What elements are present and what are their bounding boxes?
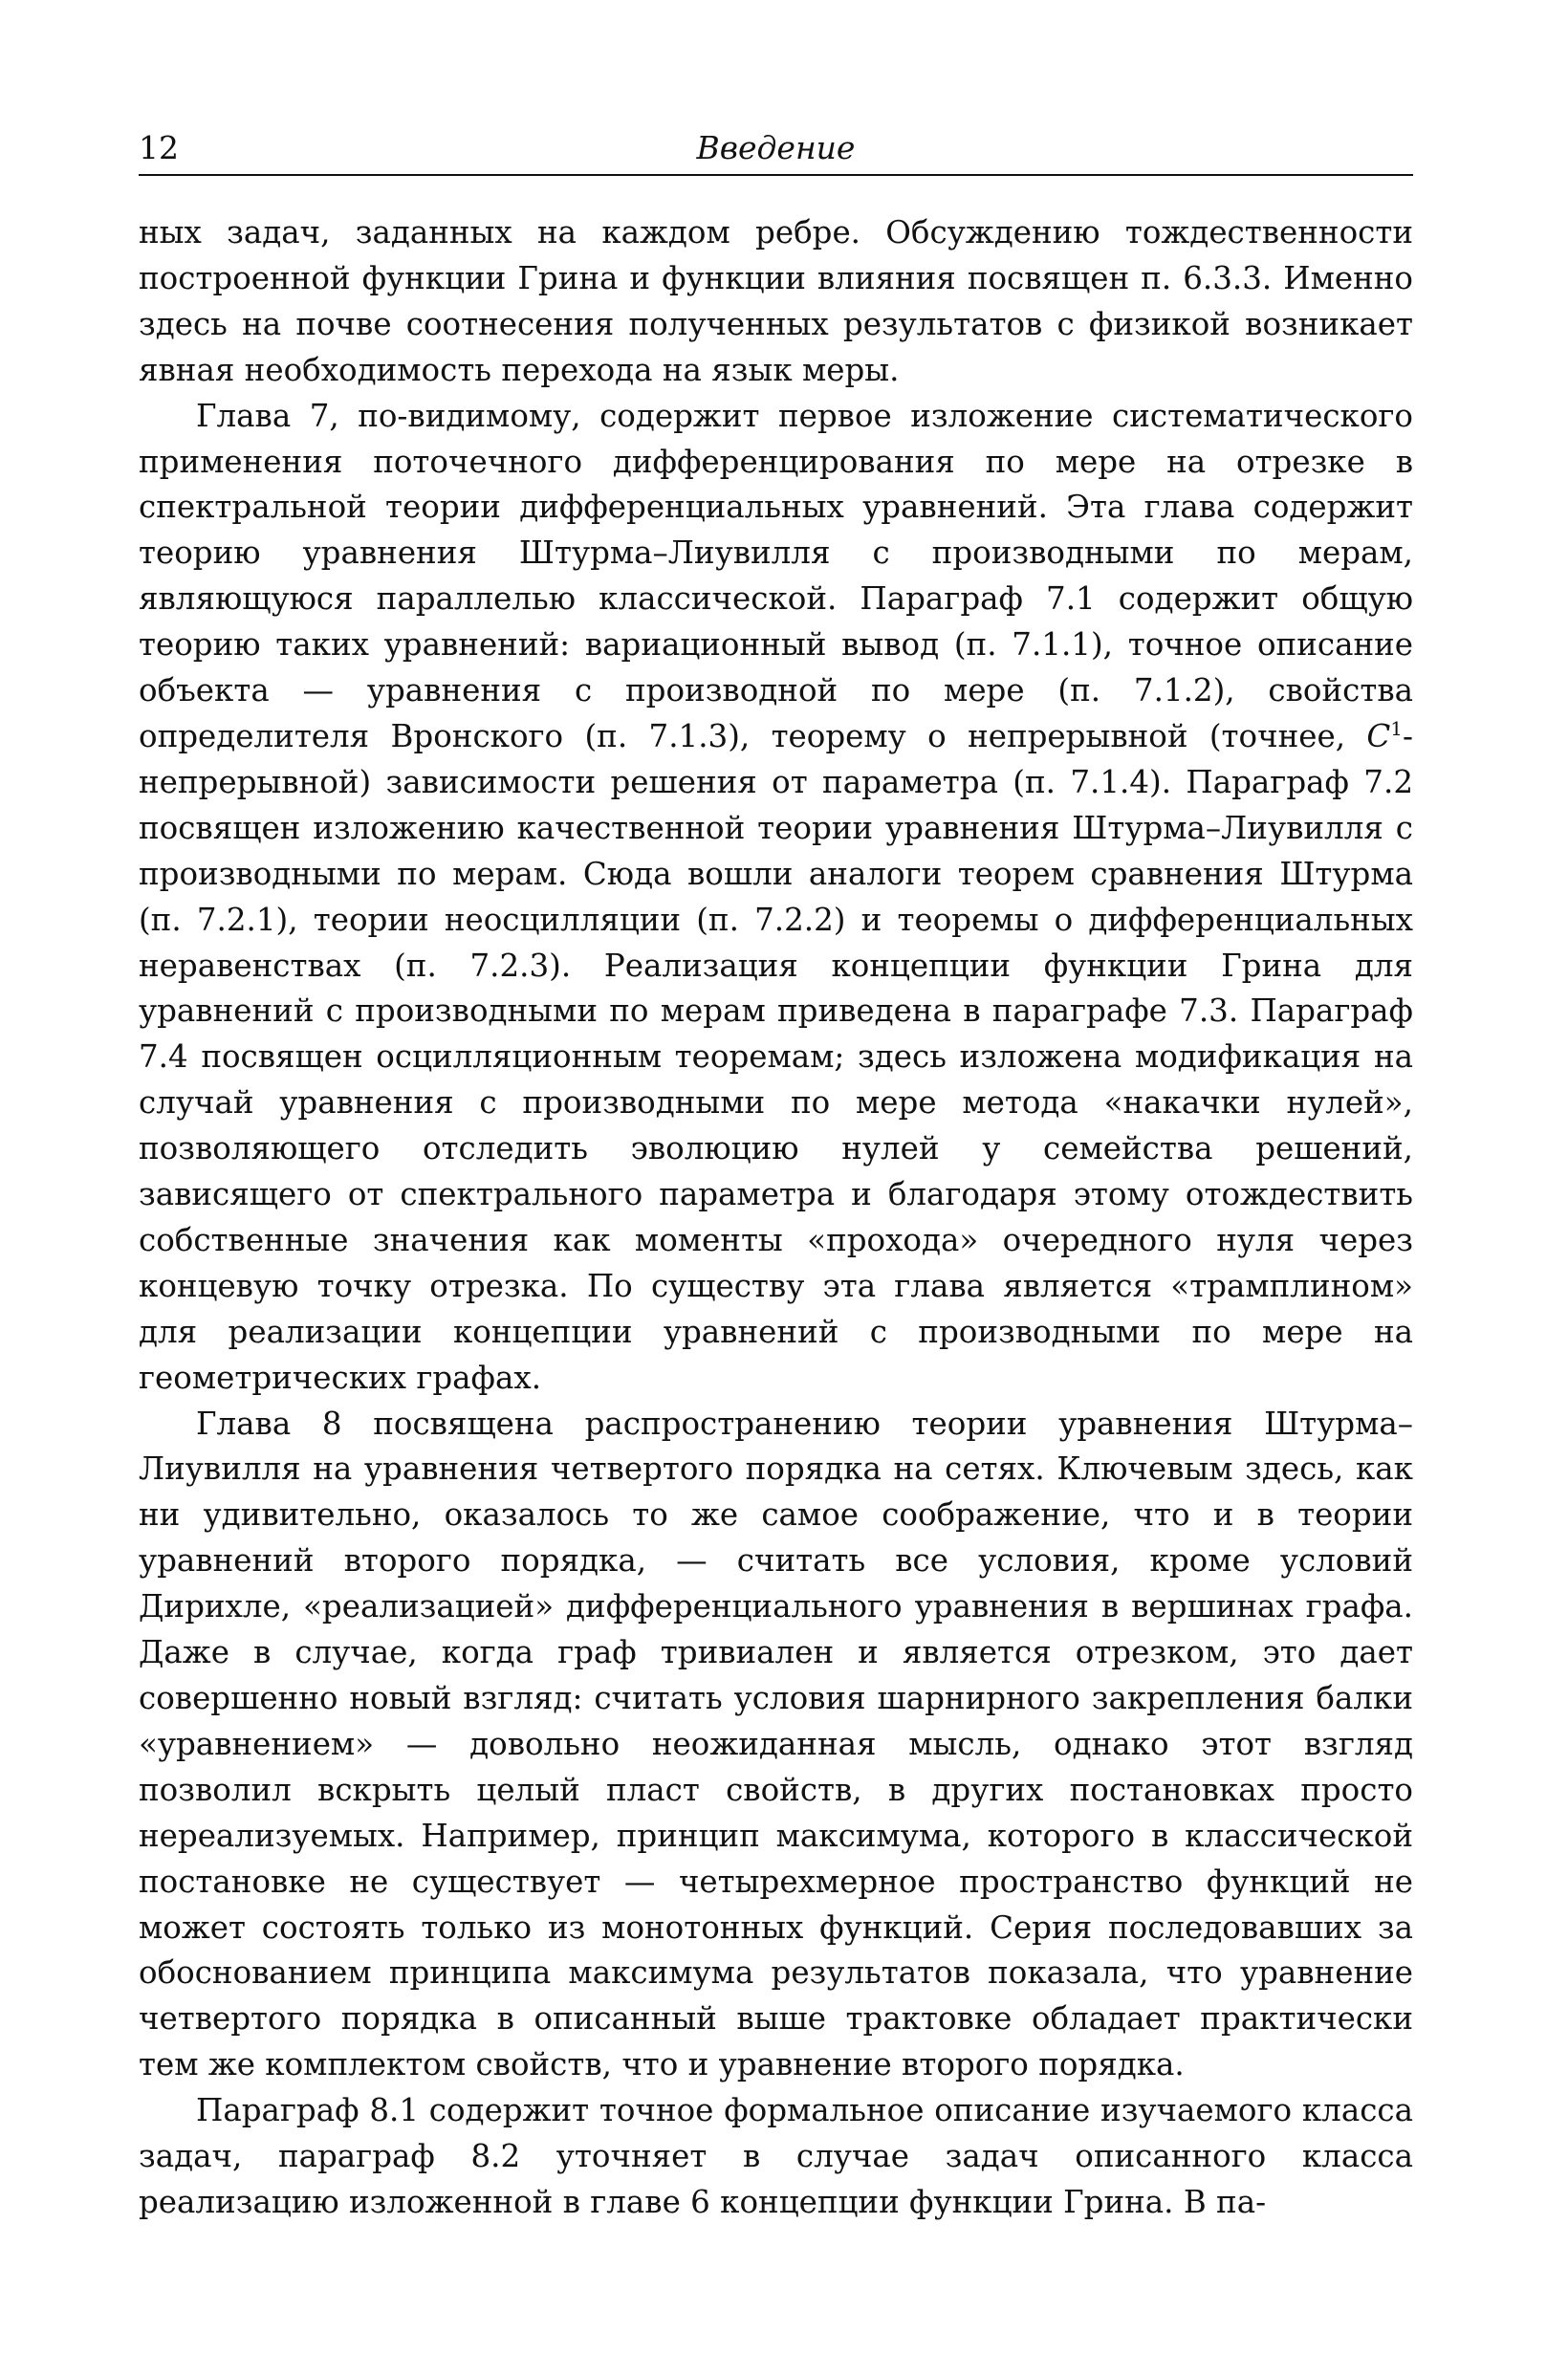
page-header: [139, 129, 1413, 177]
paragraph-1: ных задач, заданных на каждом ребре. Обсуждению тождественности построенной функции Грина и функции влияния посвящен п. 6.3.3. Именно здесь на почве соотнесения полученных результатов с физикой возникает явная необходимость перехода на язык меры.: [139, 214, 1413, 388]
body-text: [139, 210, 1413, 2226]
math-variable-c: C: [1366, 717, 1391, 754]
page-number: 12: [139, 129, 179, 166]
paragraph-2: [139, 394, 1413, 1402]
paragraph-3: Глава 8 посвящена распространению теории уравнения Штурма–Лиувилля на уравнения четвертого порядка на сетях. Ключевым здесь, как ни удивительно, оказалось то же самое соображение, что и в теории уравнений второго порядка, — считать все условия, кроме условий Дирихле, «реализацией» дифференциального уравнения в вершинах графа. Даже в случае, когда граф тривиален и является отрезком, это дает совершенно новый взгляд: считать условия шарнирного закрепления балки «уравнением» — довольно неожиданная мысль, однако этот взгляд позволил вскрыть целый пласт свойств, в других постановках просто нереализуемых. Например, принцип максимума, которого в классической постановке не существует — четырехмерное пространство функций не может состоять только из монотонных функций. Серия последовавших за обоснованием принципа максимума результатов показала, что уравнение четвертого порядка в описанный выше трактовке обладает практически тем же комплектом свойств, что и уравнение второго порядка.: [139, 1405, 1413, 2083]
paragraph-2-part-1: Глава 7, по-видимому, содержит первое изложение систематического применения поточечного дифференцирования по мере на отрезке в спектральной теории дифференциальных уравнений. Эта глава содержит теорию уравнения Штурма–Лиувилля с производными по мерам, являющуюся параллелью классической. Параграф 7.1 содержит общую теорию таких уравнений: вариационный вывод (п. 7.1.1), точное описание объекта — уравнения с производной по мере (п. 7.1.2), свойства определителя Вронского (п. 7.1.3), теорему о непрерывной (точнее,: [139, 397, 1413, 754]
math-superscript: 1: [1390, 716, 1404, 740]
paragraph-4: Параграф 8.1 содержит точное формальное описание изучаемого класса задач, параграф 8.2 уточняет в случае задач описанного класса реализацию изложенной в главе 6 концепции функции Грина. В па-: [139, 2092, 1413, 2220]
paragraph-2-part-2: -непрерывной) зависимости решения от параметра (п. 7.1.4). Параграф 7.2 посвящен изложению качественной теории уравнения Штурма–Лиувилля с производными по мерам. Сюда вошли аналоги теорем сравнения Штурма (п. 7.2.1), теории неосцилляции (п. 7.2.2) и теоремы о дифференциальных неравенствах (п. 7.2.3). Реализация концепции функции Грина для уравнений с производными по мерам приведена в параграфе 7.3. Параграф 7.4 посвящен осцилляционным теоремам; здесь изложена модификация на случай уравнения с производными по мере метода «накачки нулей», позволяющего отследить эволюцию нулей у семейства решений, зависящего от спектрального параметра и благодаря этому отождествить собственные значения как моменты «прохода» очередного нуля через концевую точку отрезка. По существу эта глава является «трамплином» для реализации концепции уравнений с производными по мере на геометрических графах.: [139, 717, 1413, 1396]
header-rule: [139, 174, 1413, 176]
running-title: Введение: [696, 129, 856, 166]
